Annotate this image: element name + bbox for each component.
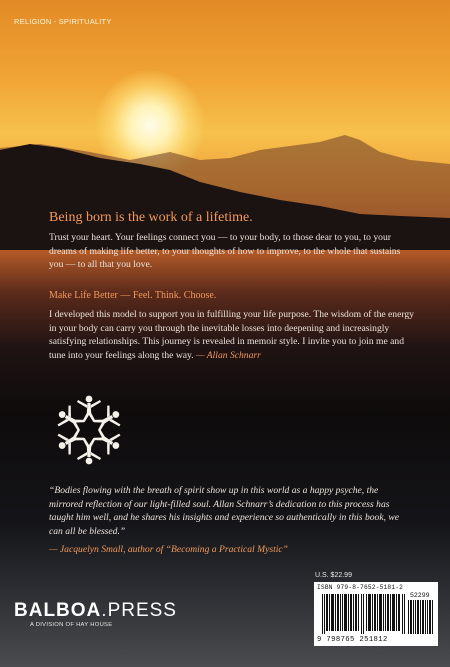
barcode-digits: 9 798765 251812 (317, 636, 388, 644)
isbn-text: ISBN 979-8-7652-5181-2 (317, 584, 404, 591)
addon-barcode-icon (408, 600, 434, 634)
endorsement-attribution: — Jacquelyn Small, author of “Becoming a Practical Mystic” (49, 544, 289, 555)
price-label: U.S. $22.99 (315, 572, 352, 579)
publisher-name-part1: BALBOA (14, 600, 102, 621)
publisher-subtitle: A DIVISION OF HAY HOUSE (30, 622, 113, 628)
publisher-dot: . (101, 600, 108, 621)
price-code: 52299 (410, 592, 430, 599)
description-paragraph (49, 308, 414, 363)
publisher-name-part2: PRESS (107, 600, 177, 621)
isbn-barcode (314, 582, 438, 646)
endorsement-quote: “Bodies flowing with the breath of spirit show up in this world as a happy psyche, the mirrored reflection of our light-filled soul. Allan Schnarr’s dedication to this process has taught him well, and he shares his insights and experience so authentically in this book, we can all be blessed.” (49, 485, 400, 537)
description-author: — Allan Schnarr (196, 350, 261, 362)
dancing-figures-emblem-icon (48, 390, 130, 470)
category-label: RELIGION - SPIRITUALITY (14, 17, 112, 26)
intro-paragraph: Trust your heart. Your feelings connect you — to your body, to those dear to you, to your dreams of making life better, to your thoughts of how to improve, to the whole that sustains you — to all that you love. (49, 232, 401, 271)
barcode-bars-icon (322, 594, 406, 634)
tagline: Being born is the work of a lifetime. (49, 210, 253, 225)
subheading: Make Life Better — Feel. Think. Choose. (49, 290, 217, 301)
description-text: I developed this model to support you in fulfilling your life purpose. The wisdom of the energy in your body can carry you through the inevitable losses into deepening and increasingly satisfying relationships. This journey is revealed in memoir style. I invite you to join me and tune into your feelings along the way. (49, 309, 414, 362)
publisher-logo (14, 600, 177, 622)
